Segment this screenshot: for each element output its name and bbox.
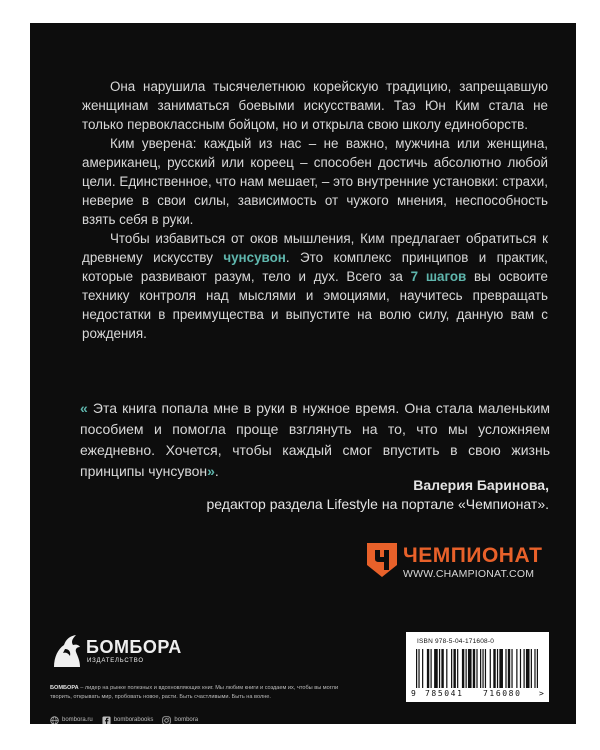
barcode-digit-group-left: 785041 <box>425 689 464 698</box>
publisher-description <box>50 684 340 701</box>
bombora-name: БОМБОРА <box>86 637 182 657</box>
championat-url: WWW.CHAMPIONAT.COM <box>403 568 535 580</box>
barcode-digit-arrow: > <box>539 689 544 698</box>
paragraph-2: Ким уверена: каждый из нас – не важно, мужчина или женщина, американец, русский или кореец – способен достичь абсолютно любой цели. Единственное, что нам мешает, – это внутренние установки: страхи, неверие в свои силы, зависимость от чужого мнения, неспособность взять себя в руки. <box>82 136 548 227</box>
paragraph-3-part-b: . Это комплекс принципов и практик, которые развивают разум, тело и дух. Всего за <box>82 250 548 284</box>
championat-logo-icon <box>365 541 399 579</box>
publisher-desc-text: – лидер на рынке полезных и вдохновляющих книг. Мы любим книги и создаем их, чтобы вы могли творить, открывать мир, пробовать новое, расти. Быть счастливыми. Быть на волне. <box>50 685 339 700</box>
quote-text: Эта книга попала мне в руки в нужное время. Она стала маленьким пособием и помогла проще взглянуть на то, что мы усложняем ежедневно. Хочется, чтобы каждый смог впустить в свою жизнь принципы чунсувон <box>80 400 550 479</box>
social-facebook-label: bomborabooks <box>113 717 154 723</box>
quote-author <box>207 476 549 514</box>
social-instagram[interactable] <box>162 716 198 725</box>
social-website[interactable] <box>50 716 93 725</box>
highlight-chunsuvon: чунсувон <box>223 250 286 265</box>
paragraph-3-part-a: Чтобы избавиться от оков мышления, Ким предлагает обратиться к древнему искусству <box>82 231 548 265</box>
paragraph-3-part-c: вы освоите технику контроля над мыслями и эмоциями, научитесь превращать недостатки в преимущества и выпустите на волю силу, данную вам с рождения. <box>82 269 548 341</box>
author-name: Валерия Баринова, <box>413 477 549 493</box>
quote-tail: . <box>214 463 219 479</box>
globe-icon <box>50 716 59 725</box>
barcode-digits <box>411 689 544 699</box>
barcode-bars <box>416 649 538 688</box>
quote-open-mark: « <box>80 400 88 416</box>
publisher-socials <box>50 714 207 724</box>
highlight-seven-steps: 7 шагов <box>410 269 467 284</box>
social-facebook[interactable] <box>102 716 154 725</box>
author-role: редактор раздела Lifestyle на портале «Чемпионат». <box>206 496 549 512</box>
barcode-digit-group-right: 716080 <box>483 689 522 698</box>
paragraph-3 <box>82 229 548 343</box>
barcode-digit-first: 9 <box>411 689 416 698</box>
bombora-wave-icon <box>50 633 84 669</box>
isbn-text: ISBN 978-5-04-171608-0 <box>417 638 495 645</box>
quote-close-mark: » <box>207 463 215 479</box>
instagram-icon <box>162 716 171 725</box>
barcode-block <box>406 632 549 702</box>
back-cover <box>30 23 576 724</box>
championat-logo-block <box>365 541 543 591</box>
facebook-icon <box>102 716 111 725</box>
social-instagram-label: bombora <box>174 717 199 723</box>
bombora-sublabel: ИЗДАТЕЛЬСТВО <box>87 658 144 664</box>
annotation-text <box>82 77 548 343</box>
publisher-desc-brand: БОМБОРА <box>50 685 79 691</box>
review-quote <box>80 398 550 482</box>
social-website-label: bombora.ru <box>62 717 93 723</box>
championat-name: ЧЕМПИОНАТ <box>403 544 543 567</box>
paragraph-1: Она нарушила тысячелетнюю корейскую традицию, запрещавшую женщинам заниматься боевыми искусствами. Таэ Юн Ким стала не только первоклассным бойцом, но и открыла свою школу единоборств. <box>82 79 548 132</box>
